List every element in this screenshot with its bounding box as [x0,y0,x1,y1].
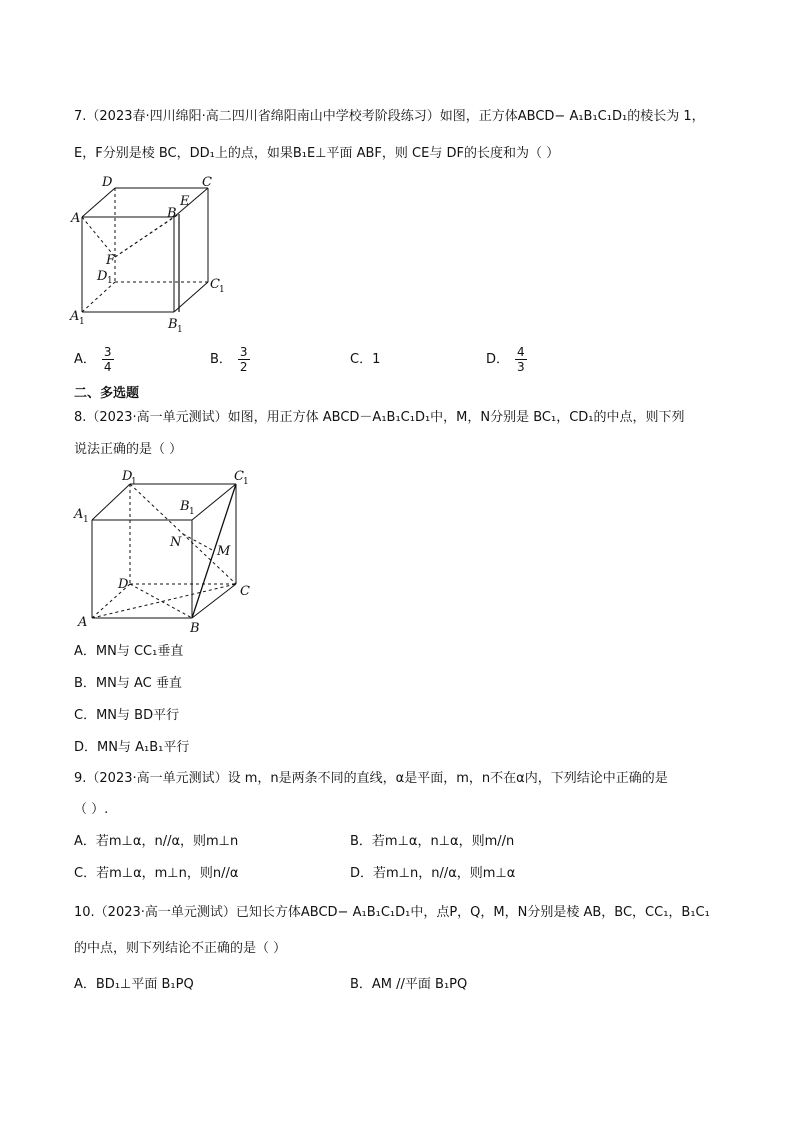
q9-option-b[interactable]: B．若m⊥α，n⊥α，则m//n [350,834,515,849]
q8-line1: 8.（2023·高一单元测试）如图，用正方体 ABCD－A₁B₁C₁D₁中，M，N分别是 BC₁，CD₁的中点，则下列 [74,410,685,425]
fig1-label-A1: A [70,309,80,324]
q7-line1: 7.（2023春·四川绵阳·高二四川省绵阳南山中学校考阶段练习）如图，正方体ABCD− A₁B₁C₁D₁的棱长为 1， [74,109,705,124]
fig2-sub-D1: 1 [131,477,137,487]
q7-option-b-label: B． [210,352,232,367]
fig1-sub-A1: 1 [79,317,85,327]
fig2-label-A: A [78,615,88,630]
q9-option-a[interactable]: A．若m⊥α，n//α，则m⊥n [74,834,239,849]
fig2-label-C: C [240,584,250,599]
q9-option-d[interactable]: D．若m⊥n，n//α，则m⊥α [350,866,516,881]
fig1-label-B: B [167,206,177,221]
fig2-sub-A1: 1 [83,515,89,525]
fig1-label-B1: B [168,317,178,332]
fig2-label-M: M [217,544,231,559]
section-title: 二、多选题 [74,386,140,401]
fig2-label-A1: A [74,507,84,522]
fig2-label-B1: B [180,499,190,514]
fig1-label-F: F [106,253,116,268]
q8-option-b[interactable]: B．MN与 AC 垂直 [74,676,182,691]
q8-option-c[interactable]: C．MN与 BD平行 [74,708,180,723]
q8-option-d[interactable]: D．MN与 A₁B₁平行 [74,740,190,755]
fig2-label-C1: C [234,469,244,484]
fig1-sub-C1: 1 [219,285,225,295]
q7-option-d[interactable] [486,345,527,374]
fig1-sub-D1: 1 [107,276,113,286]
fig2-label-D: D [118,577,129,592]
fig2-label-B: B [190,621,200,636]
frac-num: 3 [239,345,248,359]
frac-den: 2 [239,360,248,374]
q10-line2: 的中点，则下列结论不正确的是（ ） [74,941,287,956]
q8-cube-figure [62,462,262,637]
fig2-sub-C1: 1 [243,477,249,487]
q7-option-b[interactable] [210,345,250,374]
q7-option-a[interactable] [74,345,114,374]
fig1-label-E: E [180,194,190,209]
q7-cube-figure [60,172,240,337]
fig1-label-C1: C [210,277,220,292]
frac-den: 4 [103,360,112,374]
frac-num: 4 [517,345,525,359]
fig2-sub-B1: 1 [189,507,195,517]
q7-option-a-fraction [102,345,114,374]
q7-option-d-label: D． [486,352,510,367]
q10-option-a[interactable]: A．BD₁⊥平面 B₁PQ [74,977,194,992]
fig2-label-D1: D [122,469,133,484]
frac-num: 3 [103,345,112,359]
q9-line1: 9.（2023·高一单元测试）设 m，n是两条不同的直线，α是平面，m，n不在α内，下列结论中正确的是 [74,771,668,786]
q7-option-c[interactable]: C．1 [350,352,381,367]
q10-line1: 10.（2023·高一单元测试）已知长方体ABCD− A₁B₁C₁D₁中，点P，Q，M，N分别是棱 AB，BC，CC₁，B₁C₁ [74,905,710,920]
fig1-label-D: D [102,175,113,190]
fig1-label-C: C [202,175,212,190]
fig1-label-D1: D [97,269,108,284]
q9-line2: （ ）. [74,802,109,817]
fig2-label-N: N [170,535,182,550]
fig1-label-A: A [71,211,81,226]
q8-option-a[interactable]: A．MN与 CC₁垂直 [74,644,184,659]
q7-option-b-fraction [238,345,250,374]
fig1-sub-B1: 1 [177,325,183,335]
q9-option-c[interactable]: C．若m⊥α，m⊥n，则n//α [74,866,239,881]
q10-option-b[interactable]: B．AM //平面 B₁PQ [350,977,468,992]
frac-den: 3 [517,360,525,374]
q8-line2: 说法正确的是（ ） [74,442,183,457]
q7-option-d-fraction [515,345,527,374]
q7-option-a-label: A． [74,352,96,367]
q7-line2: E，F分别是棱 BC，DD₁上的点，如果B₁E⊥平面 ABF，则 CE与 DF的长度和为（ ） [74,146,560,161]
